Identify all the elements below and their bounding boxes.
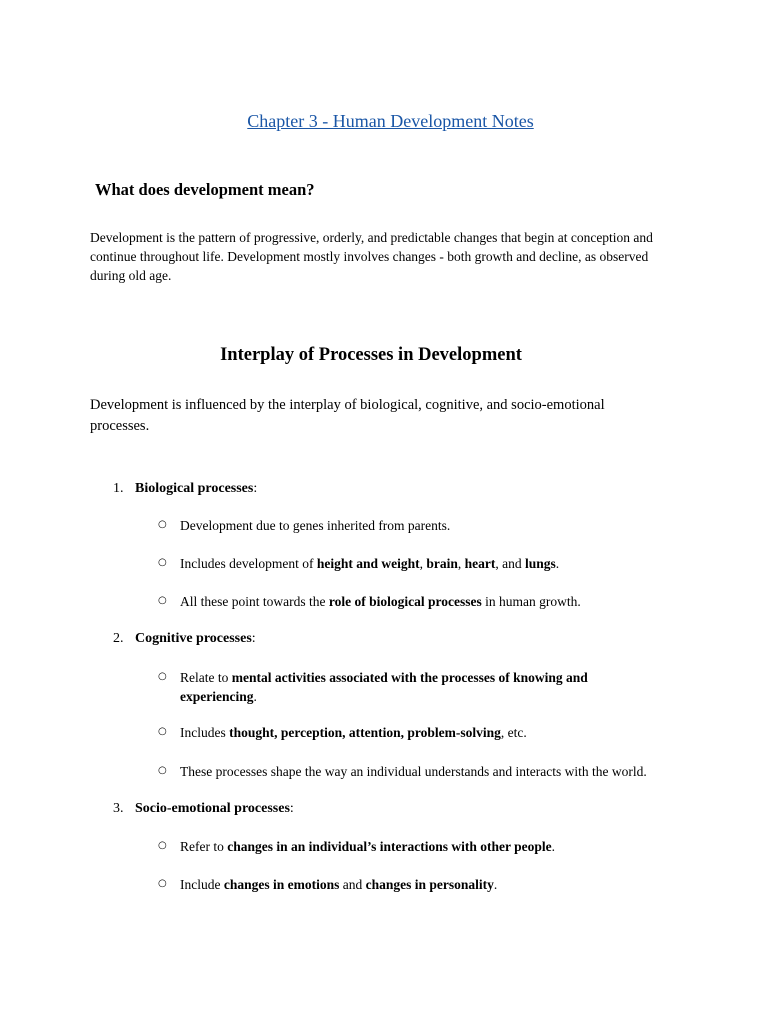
- bullet-circle-icon: ○: [158, 765, 167, 776]
- list-number: 3.: [113, 801, 124, 816]
- bullet-bold-text: changes in personality: [365, 877, 494, 892]
- bullet-bold-text: role of biological processes: [328, 594, 482, 609]
- bullet-text: ,: [419, 556, 427, 571]
- bullet-circle-icon: ○: [158, 595, 167, 606]
- bullet-text: All these point towards the: [180, 594, 329, 609]
- bullet-circle-icon: ○: [158, 878, 167, 889]
- bullet-circle-icon: ○: [158, 557, 167, 568]
- bullet-text: .: [253, 689, 257, 704]
- bullet-text: Development due to genes inherited from parents.: [180, 518, 451, 533]
- bullet-text: , and: [495, 556, 526, 571]
- bullet-bold-text: mental activities associated with the processes of knowing and experiencing: [180, 670, 588, 704]
- bullet-bold-text: height and weight: [316, 556, 420, 571]
- bullet-bold-text: lungs: [525, 556, 556, 571]
- heading-development-meaning: What does development mean?: [95, 180, 315, 199]
- bullet-text: Refer to: [180, 839, 228, 854]
- bullet-circle-icon: ○: [158, 671, 167, 682]
- interplay-intro-paragraph: Development is influenced by the interplay of biological, cognitive, and socio-emotional processes.: [90, 397, 605, 434]
- list-item-title: Socio-emotional processes: [135, 801, 290, 816]
- bullet-text: Includes: [180, 725, 230, 740]
- bullet-text: Includes development of: [180, 556, 317, 571]
- bullet-bold-text: changes in emotions: [223, 877, 340, 892]
- bullet-text: These processes shape the way an individual understands and interacts with the world.: [180, 764, 647, 779]
- bullet-text: .: [555, 556, 560, 571]
- bullet-text: , etc.: [500, 725, 527, 740]
- list-number: 1.: [113, 481, 124, 496]
- document-title[interactable]: Chapter 3 - Human Development Notes: [247, 111, 534, 131]
- heading-interplay: Interplay of Processes in Development: [220, 345, 522, 365]
- definition-paragraph: Development is the pattern of progressive, orderly, and predictable changes that begin at conception and continue throughout life. Development mostly involves changes - both growth and decline, as observed during old age.: [90, 230, 653, 283]
- bullet-bold-text: heart: [464, 556, 496, 571]
- bullet-bold-text: brain: [426, 556, 458, 571]
- bullet-text: Relate to: [180, 670, 232, 685]
- bullet-bold-text: thought, perception, attention, problem-solving: [229, 725, 501, 740]
- bullet-circle-icon: ○: [158, 840, 167, 851]
- bullet-text: .: [493, 877, 498, 892]
- bullet-text: Include: [180, 877, 224, 892]
- bullet-circle-icon: ○: [158, 519, 167, 530]
- colon: :: [251, 631, 256, 646]
- bullet-bold-text: changes in an individual’s interactions with other people: [227, 839, 552, 854]
- bullet-text: .: [551, 839, 556, 854]
- bullet-text: in human growth.: [481, 594, 581, 609]
- colon: :: [289, 801, 294, 816]
- bullet-circle-icon: ○: [158, 726, 167, 737]
- colon: :: [253, 481, 258, 496]
- bullet-text: ,: [457, 556, 465, 571]
- list-item-title: Cognitive processes: [135, 631, 252, 646]
- list-number: 2.: [113, 631, 124, 646]
- bullet-text: and: [339, 877, 366, 892]
- list-item-title: Biological processes: [135, 481, 254, 496]
